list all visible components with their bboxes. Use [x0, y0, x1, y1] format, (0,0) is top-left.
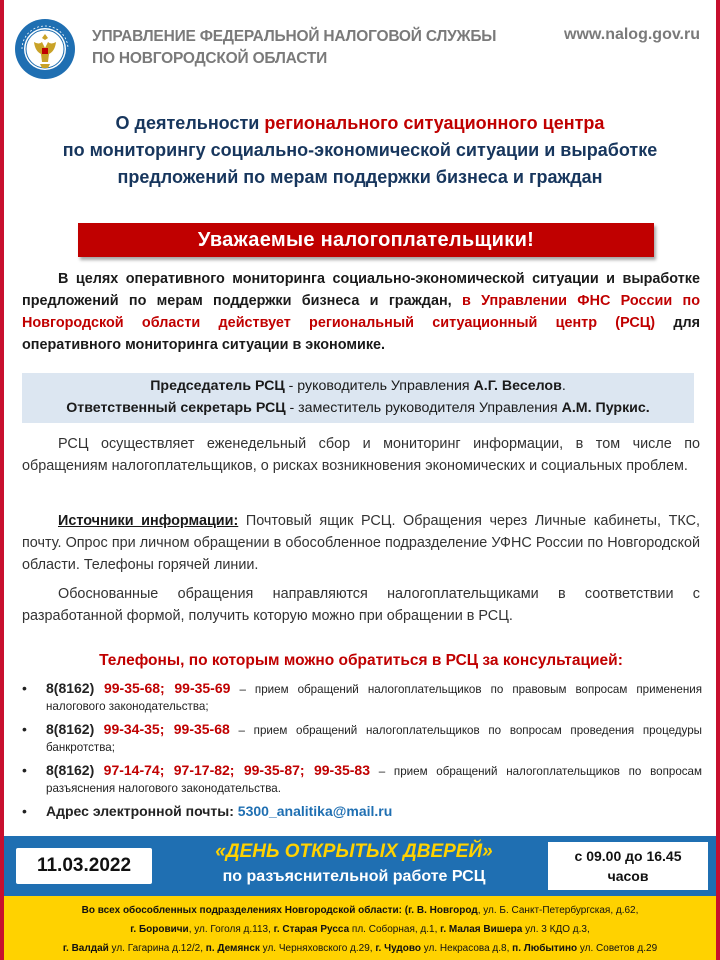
paragraph-requests	[22, 583, 700, 627]
footer-city: г. Боровичи	[130, 924, 189, 935]
open-day-subtitle: по разъяснительной работе РСЦ	[222, 868, 486, 885]
phone-code: 8(8162)	[46, 721, 104, 737]
footer-address: , ул. Гоголя д.113,	[188, 924, 274, 935]
chair-block	[22, 373, 694, 423]
open-day-time-line-1: с 09.00 до 16.45	[574, 848, 682, 864]
list-item	[22, 721, 702, 756]
chair-dot: .	[561, 378, 566, 394]
organization-line-2: ПО НОВГОРОДСКОЙ ОБЛАСТИ	[92, 50, 328, 67]
paragraph-sources	[22, 510, 700, 576]
sources-text: Почтовый ящик РСЦ. Обращения через Личные кабинеты, ТКС, почту. Опрос при личном обращении в обособленное подразделение УФНС России по Новгородской области. Телефоны горячей линии.	[22, 513, 700, 573]
email-link[interactable]: 5300_analitika@mail.ru	[237, 803, 393, 819]
footer-address: ул. 3 КДО д.3,	[522, 924, 590, 935]
intro-part-c: для оперативного мониторинга ситуации в экономике.	[22, 315, 700, 353]
paragraph-requests-text: Обоснованные обращения направляются налогоплательщиками в соответствии с разработанной формой, получить которую можно при обращении в РСЦ.	[22, 586, 700, 624]
footer-city: п. Любытино	[512, 943, 578, 954]
list-item	[22, 803, 702, 821]
open-day-panel	[4, 836, 716, 896]
footer-address: ул. Советов д.29	[577, 943, 658, 954]
list-item	[22, 762, 702, 797]
website-link[interactable]: www.nalog.gov.ru	[564, 26, 700, 43]
phone-numbers[interactable]: 99-35-68; 99-35-69	[103, 680, 231, 696]
footer-address: ул. Гагарина д.12/2,	[108, 943, 206, 954]
footer-city: п. Демянск	[205, 943, 260, 954]
organization-name	[92, 26, 496, 70]
secretary-position: - заместитель руководителя Управления	[285, 400, 562, 416]
phone-code: 8(8162)	[46, 680, 104, 696]
footer-address: ул. Некрасова д.8,	[420, 943, 513, 954]
open-day-date: 11.03.2022	[16, 848, 152, 884]
phones-title: Телефоны, по которым можно обратиться в РСЦ за консультацией:	[99, 652, 623, 669]
organization-line-1: УПРАВЛЕНИЕ ФЕДЕРАЛЬНОЙ НАЛОГОВОЙ СЛУЖБЫ	[92, 28, 497, 45]
title-line-3: предложений по мерам поддержки бизнеса и граждан	[117, 167, 603, 187]
intro-paragraph	[22, 268, 700, 356]
footer-city: г. Старая Русса	[273, 924, 350, 935]
footer-intro: Во всех обособленных подразделениях Новгородской области: (	[81, 905, 409, 916]
fns-emblem-icon	[14, 18, 76, 80]
chair-position: - руководитель Управления	[284, 378, 474, 394]
sources-label: Источники информации:	[58, 513, 239, 529]
footer-addresses	[4, 896, 716, 960]
paragraph-monitoring	[22, 433, 700, 477]
open-day-time	[548, 842, 708, 890]
chair-role: Председатель РСЦ	[150, 378, 285, 394]
phone-description: – прием обращений налогоплательщиков по вопросам разъяснения налогового законодательства.	[46, 765, 702, 795]
page-title	[20, 110, 700, 191]
footer-city: г. Валдай	[62, 943, 109, 954]
footer-city: г. Малая Вишера	[440, 924, 523, 935]
secretary-name: А.М. Пуркис.	[561, 400, 650, 416]
chair-name: А.Г. Веселов	[473, 378, 562, 394]
greeting-banner: Уважаемые налогоплательщики!	[78, 223, 654, 257]
phones-list	[22, 680, 702, 827]
open-day-time-line-2: часов	[607, 868, 649, 884]
phone-numbers[interactable]: 97-14-74; 97-17-82; 99-35-87; 99-35-83	[103, 762, 371, 778]
secretary-role: Ответственный секретарь РСЦ	[66, 400, 286, 416]
footer-address: ул. Черняховского д.29,	[259, 943, 376, 954]
paragraph-monitoring-text: РСЦ осуществляет еженедельный сбор и мониторинг информации, в том числе по обращениям налогоплательщиков, о рисках возникновения экономических и социальных проблем.	[22, 436, 700, 474]
footer-address: , ул. Б. Санкт-Петербургская, д.62,	[477, 905, 639, 916]
footer-address: пл. Соборная, д.1,	[349, 924, 441, 935]
intro-part-a: В целях оперативного мониторинга социально-экономической ситуации и выработке предложений по мерам поддержки бизнеса и граждан,	[22, 271, 700, 309]
email-label: Адрес электронной почты:	[46, 803, 238, 819]
phone-numbers[interactable]: 99-34-35; 99-35-68	[103, 721, 230, 737]
header	[14, 18, 714, 78]
title-line-1b: регионального ситуационного центра	[264, 113, 605, 133]
phone-description: – прием обращений налогоплательщиков по правовым вопросам применения налогового законодательства;	[46, 683, 702, 713]
footer-city: г. В. Новгород	[408, 905, 478, 916]
intro-part-b: в Управлении ФНС России по Новгородской области действует региональный ситуационный центр (РСЦ)	[22, 293, 700, 331]
open-day-title: «ДЕНЬ ОТКРЫТЫХ ДВЕРЕЙ»	[215, 841, 493, 862]
title-line-2: по мониторингу социально-экономической ситуации и выработке	[62, 140, 658, 160]
title-line-1a: О деятельности	[115, 113, 265, 133]
footer-city: г. Чудово	[375, 943, 421, 954]
list-item	[22, 680, 702, 715]
phone-code: 8(8162)	[46, 762, 104, 778]
phone-description: – прием обращений налогоплательщиков по вопросам проведения процедуры банкротства;	[46, 724, 702, 754]
